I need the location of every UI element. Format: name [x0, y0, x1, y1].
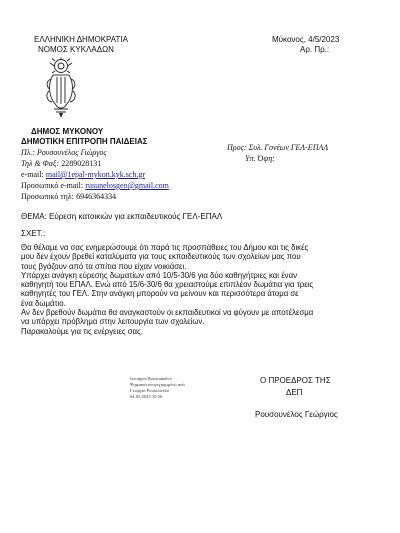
place-date: Μύκονος, 4/5/2023 — [272, 35, 340, 44]
phone-label: Τηλ & Φαξ: — [21, 159, 60, 168]
stamp-line: Georgios Rousounelos — [130, 376, 172, 381]
reference-line: ΣΧΕΤ.: — [21, 229, 46, 238]
municipality-name: ΔΗΜΟΣ ΜΥΚΟΝΟΥ — [31, 127, 104, 136]
letter-body — [21, 243, 386, 336]
personal-email-link[interactable]: rusunelosgeo@gmail.com — [85, 181, 169, 190]
emblem-icon — [42, 57, 80, 119]
email-label: e-mail: — [21, 170, 44, 179]
personal-email-row — [21, 181, 169, 191]
body-line: Παρακαλούμε για τις ενέργειες σας. — [21, 326, 143, 336]
info-contact: Πλ.: Ρουσουνέλος Γιώργος — [21, 148, 107, 157]
personal-phone-row — [21, 192, 116, 202]
signatory-title-abbr: ΔΕΠ — [286, 388, 303, 397]
committee-name: ΔΗΜΟΤΙΚΗ ΕΠΙΤΡΟΠΗ ΠΑΙΔΕΙΑΣ — [21, 137, 148, 146]
prefecture-heading: ΝΟΜΟΣ ΚΥΚΛΑΔΩΝ — [38, 45, 114, 54]
digital-signature-stamp — [130, 376, 185, 400]
stamp-line: Γεώργιο Ρουσουνέλο — [130, 388, 170, 393]
body-line: τους βγάζουν από τα σπίτια που είχαν νοικιάσει. — [21, 261, 187, 271]
personal-phone-label: Προσωπικό τηλ: — [21, 192, 74, 201]
protocol-number: Αρ. Πρ.: — [300, 45, 330, 54]
body-line: να υπάρχει πρόβλημα στην λειτουργία των σχολείων. — [21, 317, 205, 327]
body-line: ένα δωμάτιο. — [21, 298, 66, 308]
personal-phone-value: 6946364334 — [76, 192, 117, 201]
signatory-name: Ρουσουνέλος Γεώργιος — [255, 410, 338, 419]
signatory-title: Ο ΠΡΟΕΔΡΟΣ ΤΗΣ — [260, 376, 331, 385]
phone-row — [21, 159, 101, 169]
body-line: Υπάρχει ανάγκη εύρεσης δωματίων από 10/5-30/6 για δύο καθηγήτριες και έναν — [21, 270, 297, 280]
recipient-attn: Υπ. Όψη: — [245, 154, 275, 163]
email-row — [21, 170, 145, 180]
country-heading: ΕΛΛΗΝΙΚΗ ΔΗΜΟΚΡΑΤΙΑ — [34, 35, 128, 44]
body-line: μου δεν έχουν βρεθεί καταλύματα για τους εκπαιδευτικούς των σχολείων μας που — [21, 252, 301, 262]
stamp-line: 04.05.2023 10:56 — [130, 394, 163, 399]
body-line: Αν δεν βρεθούν δωμάτια θα αναγκαστούν οι εκπαιδευτικοί να φύγουν με αποτέλεσμα — [21, 308, 314, 318]
stamp-line: Ψηφιακά υπογεγραμμένο από — [130, 382, 185, 387]
phone-value: 2289028131 — [61, 159, 102, 168]
email-link[interactable]: mail@1epal-mykon.kyk.sch.gr — [45, 170, 146, 179]
body-line: καθηγητή του ΕΠΑΛ. Ενώ από 15/6-30/6 θα χρειαστούμε επιπλέον δωμάτια για τρεις — [21, 280, 314, 290]
personal-email-label: Προσωπικό e-mail: — [21, 181, 84, 190]
subject-line: ΘΕΜΑ: Εύρεση κατοικιών για εκπαιδευτικούς ΓΕΛ-ΕΠΑΛ — [21, 212, 223, 221]
body-line: καθηγητές του ΓΕΛ. Στην ανάγκη μπορούν να μείνουν και περισσότερα άτομα σε — [21, 289, 299, 299]
recipient-to: Προς: Συλ. Γονέων ΓΕΛ-ΕΠΑΛ — [227, 143, 329, 152]
body-line: Θα θέλαμε να σας ενημερώσουμε ότι παρά τις προσπάθειες του Δήμου και τις δικές — [21, 243, 309, 252]
